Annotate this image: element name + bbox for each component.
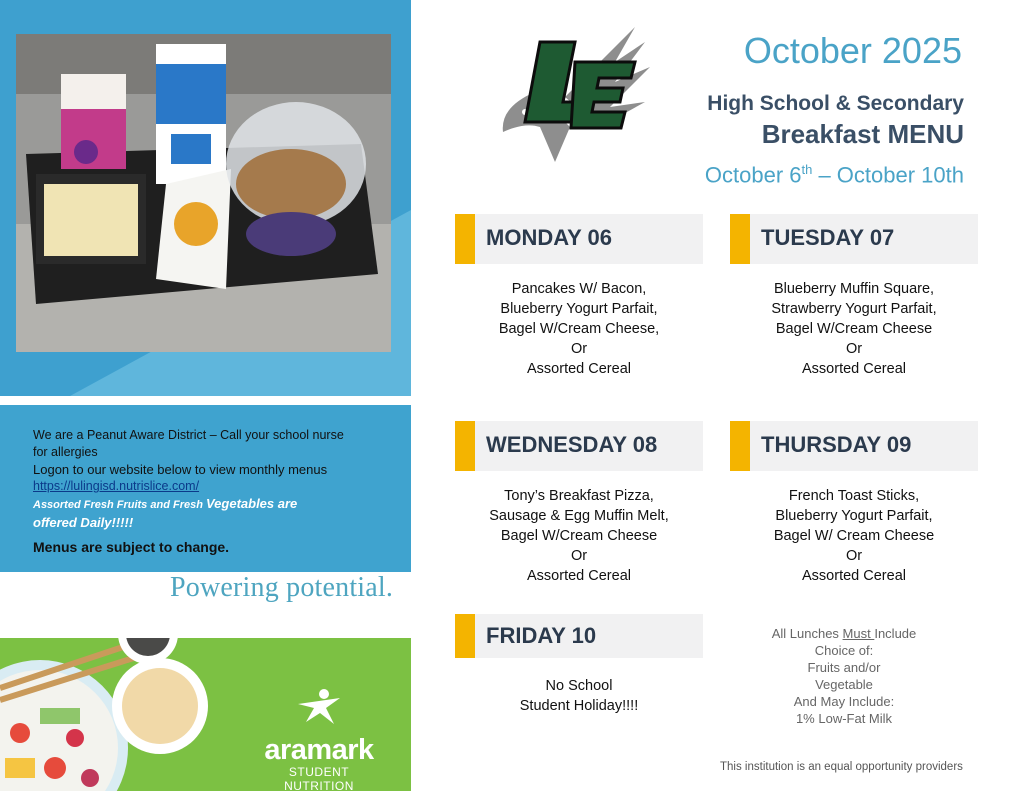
day-card-monday [455,214,703,379]
menu-item: Pancakes W/ Bacon, [511,281,647,297]
day-menu-items [455,676,703,716]
menu-item: No School [545,678,613,694]
day-label: THURSDAY 09 [761,432,912,457]
aramark-wordmark: aramark [264,734,374,766]
page-title-month: October 2025 [743,30,962,71]
logon-text: Logon to our website below to view monthly menus [33,462,328,477]
aramark-star-icon [294,688,344,726]
day-card-tuesday [730,214,978,379]
day-header [455,214,703,264]
page-subtitle-menu: Breakfast MENU [761,119,964,149]
lunch-note-line1: All Lunches Must Include [771,626,917,641]
menu-item: Or [570,341,588,357]
photo-panel [0,0,411,396]
lunch-requirements-note [744,625,944,727]
menu-item: Tony’s Breakfast Pizza, [504,488,654,504]
menu-item: Student Holiday!!!! [519,698,639,714]
peanut-notice-line2: for allergies [33,445,98,459]
menu-item: Bagel W/Cream Cheese [500,528,658,544]
day-label: TUESDAY 07 [761,225,895,250]
lunch-note-line2: Choice of: [814,643,874,658]
school-eagle-logo-icon [495,22,655,162]
aramark-sub2: NUTRITION [284,779,354,791]
aramark-logo [254,688,384,791]
menu-item: Strawberry Yogurt Parfait, [771,301,937,317]
day-label: MONDAY 06 [486,225,612,250]
day-header [730,214,978,264]
menu-item: Assorted Cereal [802,568,906,584]
day-header [455,421,703,471]
day-label: WEDNESDAY 08 [486,432,658,457]
menu-item: Assorted Cereal [527,568,631,584]
menu-item: Or [845,548,863,564]
accent-bar [730,421,750,471]
day-menu-items [455,279,703,379]
lunch-note-line6: 1% Low-Fat Milk [795,711,893,726]
accent-bar [455,614,475,658]
menu-item: Or [570,548,588,564]
day-menu-items [455,486,703,586]
menu-change-notice: Menus are subject to change. [33,539,230,555]
tagline: Powering potential. [170,572,394,603]
lunch-note-line3: Fruits and/or [807,660,881,675]
aramark-sub1: STUDENT [288,765,350,779]
menu-item: Bagel W/Cream Cheese, [498,321,660,337]
accent-bar [455,214,475,264]
menu-item: Bagel W/Cream Cheese [775,321,933,337]
menu-item: Or [845,341,863,357]
lunch-note-line5: And May Include: [793,694,895,709]
day-card-thursday [730,421,978,586]
menu-item: Blueberry Yogurt Parfait, [500,301,658,317]
equal-opportunity-footer: This institution is an equal opportunity providers [720,761,963,773]
info-panel [0,405,411,572]
day-menu-items [730,486,978,586]
peanut-notice-line1: We are a Peanut Aware District – Call your school nurse [33,428,344,442]
menu-item: Assorted Cereal [802,361,906,377]
fruits-notice-small: Assorted Fresh Fruits and Fresh [33,499,206,511]
date-range: October 6th – October 10th [704,162,964,188]
lunch-note-line4: Vegetable [815,677,873,692]
day-label: FRIDAY 10 [486,623,597,648]
page-subtitle-school: High School & Secondary [707,92,964,115]
menu-item: Blueberry Yogurt Parfait, [775,508,933,524]
menu-item: Bagel W/ Cream Cheese [773,528,935,544]
breakfast-tray-photo [16,34,391,352]
fruits-notice [33,495,411,514]
fruits-notice-big: Vegetables are [205,496,298,511]
day-card-friday [455,614,703,716]
fruits-notice-line2: offered Daily!!!!! [33,515,134,530]
day-card-wednesday [455,421,703,586]
day-header [455,614,703,658]
accent-bar [730,214,750,264]
menu-item: French Toast Sticks, [788,488,920,504]
day-menu-items [730,279,978,379]
menu-website-link[interactable]: https://lulingisd.nutrislice.com/ [33,479,200,493]
accent-bar [455,421,475,471]
menu-item: Assorted Cereal [527,361,631,377]
menu-item: Sausage & Egg Muffin Melt, [489,508,669,524]
day-header [730,421,978,471]
menu-item: Blueberry Muffin Square, [773,281,935,297]
aramark-panel [0,638,411,791]
